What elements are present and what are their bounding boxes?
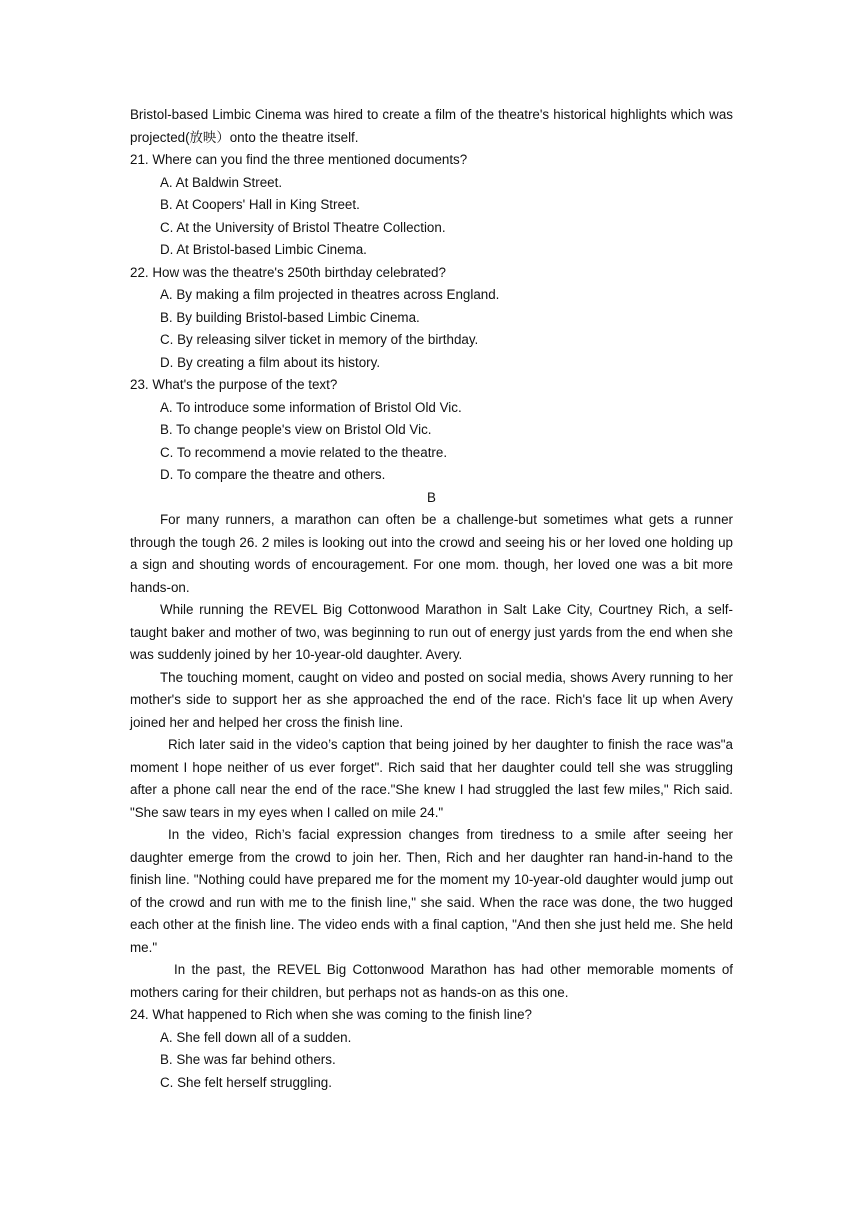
option-a: A. At Baldwin Street. (160, 174, 283, 190)
option-c: C. By releasing silver ticket in memory of the birthday. (160, 332, 479, 347)
option-b: B. By building Bristol-based Limbic Cinema. (160, 309, 420, 325)
option-b: B. To change people's view on Bristol Old Vic. (160, 422, 432, 437)
question-23 (130, 374, 733, 487)
passage-paragraph: In the past, the REVEL Big Cottonwood Marathon has had other memorable moments of mothers caring for their children, but perhaps not as hands-on as this one. (130, 962, 733, 1000)
question-21 (130, 149, 733, 262)
option-b: B. At Coopers' Hall in King Street. (160, 197, 360, 212)
passage-paragraph: For many runners, a marathon can often be a challenge-but sometimes what gets a runner through the tough 26. 2 miles is looking out into the crowd and seeing his or her loved one holding up a sign and shouting words of encouragement. For one mom. though, her loved one was a bit more hands-on. (130, 512, 733, 595)
passage-paragraph: Rich later said in the video’s caption that being joined by her daughter to finish the race was"a moment I hope neither of us ever forget". Rich said that her daughter could tell she was struggling after a phone call near the end of the race."She knew I had struggled the last few miles," Rich said. "She saw tears in my eyes when I called on mile 24." (130, 737, 733, 820)
question-stem: 24. What happened to Rich when she was coming to the finish line? (130, 1007, 532, 1022)
option-a: A. She fell down all of a sudden. (160, 1029, 352, 1045)
option-d: D. To compare the theatre and others. (160, 467, 386, 482)
passage-paragraph: In the video, Rich’s facial expression changes from tiredness to a smile after seeing her daughter emerge from the crowd to join her. Then, Rich and her daughter ran hand-in-hand to the finish line. "Nothing could have prepared me for the moment my 10-year-old daughter would jump out of the crowd and run with me to the finish line," she said. When the race was done, the two hugged each other at the finish line. The video ends with a final caption, "And then she just held me. She held me." (130, 827, 733, 955)
option-c: C. She felt herself struggling. (160, 1074, 332, 1090)
option-c: C. To recommend a movie related to the theatre. (160, 444, 448, 460)
option-b: B. She was far behind others. (160, 1052, 336, 1067)
option-a: A. To introduce some information of Bristol Old Vic. (160, 399, 462, 415)
question-stem: 21. Where can you find the three mentioned documents? (130, 152, 468, 167)
section-b-heading: B (427, 489, 436, 505)
document-page (130, 104, 733, 1094)
question-stem: 23. What's the purpose of the text? (130, 377, 338, 392)
passage-paragraph: While running the REVEL Big Cottonwood Marathon in Salt Lake City, Courtney Rich, a self-taught baker and mother of two, was beginning to run out of energy just yards from the end when she was suddenly joined by her 10-year-old daughter. Avery. (130, 602, 733, 662)
question-24 (130, 1004, 733, 1094)
passage-paragraph: The touching moment, caught on video and posted on social media, shows Avery running to her mother's side to support her as she approached the end of the race. Rich's face lit up when Avery joined her and helped her cross the finish line. (130, 669, 733, 730)
option-d: D. At Bristol-based Limbic Cinema. (160, 242, 367, 257)
question-stem: 22. How was the theatre's 250th birthday celebrated? (130, 264, 446, 280)
option-c: C. At the University of Bristol Theatre Collection. (160, 219, 446, 235)
option-d: D. By creating a film about its history. (160, 354, 381, 370)
intro-paragraph: Bristol-based Limbic Cinema was hired to create a film of the theatre's historical highlights which was projected(放映）onto the theatre itself. (130, 107, 733, 145)
question-22 (130, 262, 733, 375)
option-a: A. By making a film projected in theatres across England. (160, 287, 500, 302)
